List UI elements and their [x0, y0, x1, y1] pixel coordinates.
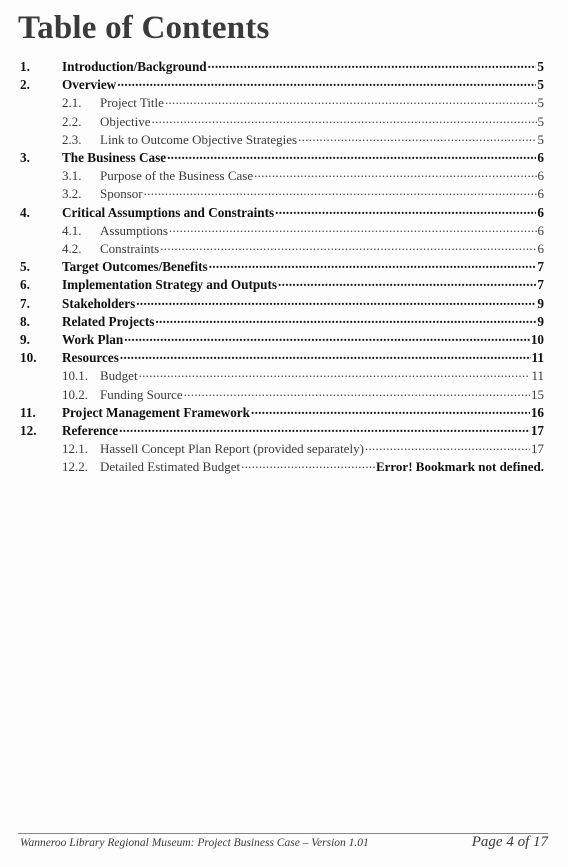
toc-entry-title: Funding Source: [100, 386, 183, 402]
toc-entry-title: Budget: [100, 368, 138, 384]
toc-entry-number: 7.: [20, 295, 30, 311]
toc-entry[interactable]: [20, 313, 544, 331]
toc-entry-title: Critical Assumptions and Constraints: [62, 204, 275, 220]
toc-entry-page: 16: [530, 404, 544, 420]
toc-entry-page: 6: [537, 222, 544, 238]
toc-entry-page: 5: [537, 77, 544, 93]
toc-entry-title: Hassell Concept Plan Report (provided separately): [100, 441, 364, 457]
toc-entry-page: 9: [537, 313, 544, 329]
toc-entry-number: 2.3.: [62, 131, 82, 147]
toc-entry[interactable]: [20, 349, 544, 367]
toc-entry-page: 6: [537, 168, 544, 184]
toc-entry-page: 10: [530, 332, 544, 347]
toc-entry-page: 6: [537, 241, 544, 256]
toc-dot-leader: [167, 150, 536, 162]
toc-entry-title: Project Management Framework: [62, 404, 250, 420]
toc-dot-leader: [120, 350, 531, 362]
toc-entry-title: Overview: [62, 77, 117, 93]
toc-title: Table of Contents: [18, 10, 270, 46]
toc-entry-page: 5: [537, 113, 544, 129]
toc-entry-title: The Business Case: [62, 150, 167, 165]
toc-subentry[interactable]: [20, 386, 544, 404]
toc-entry-number: 6.: [20, 277, 30, 293]
toc-entry[interactable]: [20, 422, 544, 440]
toc-entry-number: 4.2.: [62, 241, 82, 256]
toc-dot-leader: [365, 441, 530, 453]
toc-entry-number: 2.1.: [62, 95, 82, 111]
toc-dot-leader: [254, 168, 536, 180]
footer-page-number: Page 4 of 17: [471, 834, 548, 850]
toc-entry-title: Related Projects: [62, 313, 155, 329]
toc-entry[interactable]: [20, 404, 544, 422]
toc-entry-title: Constraints: [100, 241, 160, 256]
toc-dot-leader: [144, 186, 537, 198]
toc-subentry[interactable]: [20, 167, 544, 185]
toc-entry[interactable]: [20, 76, 544, 94]
toc-entry-title: Objective: [100, 113, 151, 129]
toc-subentry[interactable]: [20, 113, 544, 131]
toc-entry-number: 8.: [20, 313, 30, 329]
toc-dot-leader: [165, 95, 537, 107]
toc-entry-number: 9.: [20, 332, 30, 347]
toc-dot-leader: [124, 332, 530, 344]
toc-entry-page: 7: [537, 259, 544, 275]
footer-divider: [18, 833, 548, 834]
toc-subentry[interactable]: [20, 222, 544, 240]
toc-entry-title: Target Outcomes/Benefits: [62, 259, 208, 275]
toc-dot-leader: [136, 296, 536, 308]
toc-dot-leader: [117, 77, 536, 89]
toc-entry-title: Sponsor: [100, 186, 143, 202]
toc-entry-title: Detailed Estimated Budget: [100, 459, 241, 475]
toc-entry-number: 1.: [20, 59, 30, 74]
toc-subentry[interactable]: [20, 458, 544, 476]
toc-entry-number: 2.: [20, 77, 30, 93]
toc-dot-leader: [152, 114, 537, 126]
toc-entry[interactable]: [20, 331, 544, 349]
toc-entry-number: 11.: [20, 404, 36, 420]
toc-entry-title: Link to Outcome Objective Strategies: [100, 131, 298, 147]
toc-entry[interactable]: [20, 295, 544, 313]
toc-entry-page: 7: [537, 277, 544, 293]
toc-entry[interactable]: [20, 258, 544, 276]
toc-subentry[interactable]: [20, 131, 544, 149]
toc-entry-number: 3.1.: [62, 168, 82, 184]
toc-dot-leader: [139, 368, 531, 380]
toc-dot-leader: [184, 387, 530, 399]
toc-dot-leader: [160, 241, 536, 253]
toc-entry-page: 6: [537, 186, 544, 202]
toc-entry-number: 4.: [20, 204, 30, 220]
toc-dot-leader: [208, 59, 537, 71]
toc-entry-title: Introduction/Background: [62, 59, 207, 74]
toc-entry-number: 12.2.: [62, 459, 88, 475]
toc-entry-number: 3.: [20, 150, 30, 165]
toc-entry[interactable]: [20, 149, 544, 167]
toc-dot-leader: [119, 423, 530, 435]
toc-entry-title: Reference: [62, 423, 119, 438]
toc-dot-leader: [298, 132, 536, 144]
toc-entry-number: 4.1.: [62, 222, 82, 238]
toc-entry-number: 2.2.: [62, 113, 82, 129]
toc-entry-number: 12.: [20, 423, 37, 438]
toc-entry-page: Error! Bookmark not defined.: [375, 459, 544, 475]
toc-subentry[interactable]: [20, 440, 544, 458]
toc-entry-number: 10.1.: [62, 368, 88, 384]
toc-entry-number: 10.: [20, 350, 37, 366]
toc-dot-leader: [209, 259, 537, 271]
toc-entry[interactable]: [20, 276, 544, 294]
toc-subentry[interactable]: [20, 367, 544, 385]
toc-subentry[interactable]: [20, 185, 544, 203]
toc-entry-page: 5: [537, 59, 544, 74]
toc-entry-page: 5: [537, 95, 544, 111]
toc-entry-number: 10.2.: [62, 386, 88, 402]
toc-entry-page: 11: [531, 350, 544, 366]
toc-dot-leader: [241, 459, 375, 471]
toc-entry-page: 17: [531, 441, 544, 457]
toc-dot-leader: [251, 405, 530, 417]
toc-entry[interactable]: [20, 58, 544, 76]
toc-entry-title: Implementation Strategy and Outputs: [62, 277, 278, 293]
toc-entry-title: Resources: [62, 350, 119, 366]
toc-entry-title: Work Plan: [62, 332, 124, 347]
toc-entry-number: 12.1.: [62, 441, 88, 457]
toc-dot-leader: [275, 205, 536, 217]
toc-entry-title: Stakeholders: [62, 295, 136, 311]
toc-dot-leader: [155, 314, 536, 326]
toc-subentry[interactable]: [20, 94, 544, 112]
toc-subentry[interactable]: [20, 240, 544, 258]
toc-entry-title: Project Title: [100, 95, 164, 111]
toc-entry-page: 11: [531, 368, 544, 384]
toc-entry-page: 15: [531, 386, 544, 402]
toc-dot-leader: [169, 223, 537, 235]
toc-entry-page: 6: [537, 204, 544, 220]
toc-entry-title: Assumptions: [100, 222, 168, 238]
toc-entry-number: 3.2.: [62, 186, 82, 202]
toc-entry-page: 6: [537, 150, 544, 165]
toc-entry-title: Purpose of the Business Case: [100, 168, 254, 184]
toc-entry[interactable]: [20, 204, 544, 222]
toc-entry-page: 17: [530, 423, 544, 438]
toc-entry-page: 9: [537, 295, 544, 311]
toc-entry-number: 5.: [20, 259, 30, 275]
toc-entry-page: 5: [537, 131, 544, 147]
toc-dot-leader: [278, 277, 536, 289]
footer-document-title: Wanneroo Library Regional Museum: Project Business Case – Version 1.01: [20, 837, 369, 849]
